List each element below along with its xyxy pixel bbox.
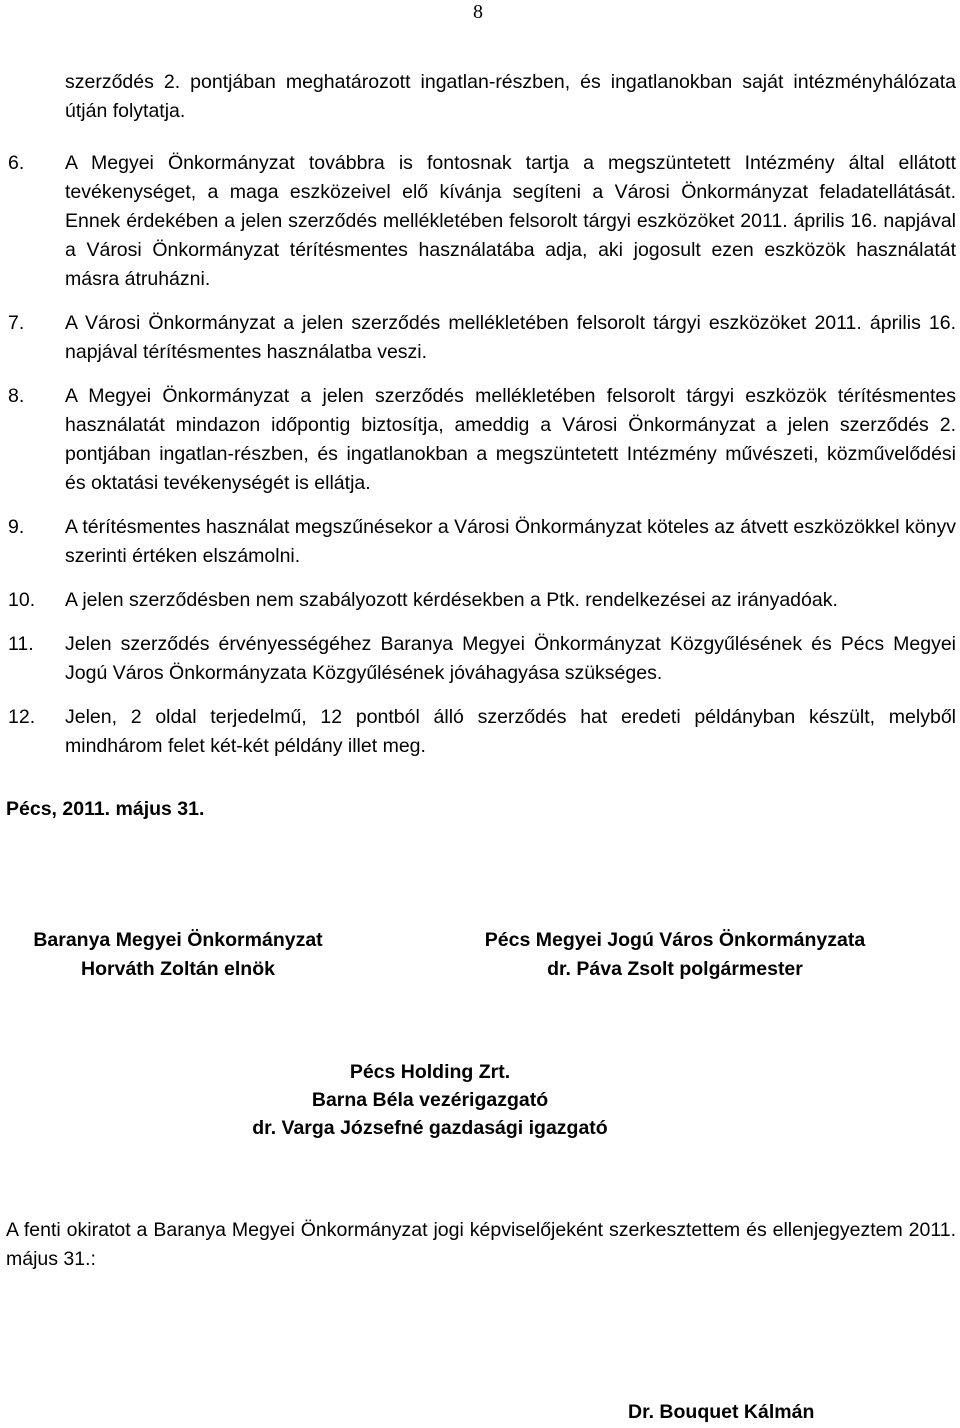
signatory-organization: Pécs Holding Zrt. — [349, 1061, 511, 1083]
signatory-organization: Pécs Megyei Jogú Város Önkormányzata — [484, 929, 866, 951]
signature-block-holding — [180, 1058, 680, 1142]
clause-text: A Megyei Önkormányzat továbbra is fontosnak tartja a megszüntetett Intézmény által ellátott tevékenységet, a maga eszközeivel elő kívánja segíteni a Városi Önkormányzat feladatellátását. Ennek érdekében a jelen szerződés mellékletében felsorolt tárgyi eszközöket 2011. április 16. napjával a Városi Önkormányzat térítésmentes használatába adja, aki jogosult ezen eszközök használatát másra átruházni. — [65, 152, 956, 290]
clause-number: 8. — [8, 385, 25, 407]
clause-number: 9. — [8, 516, 25, 538]
signatory-organization: Baranya Megyei Önkormányzat — [33, 929, 323, 951]
page-number: 8 — [473, 1, 483, 23]
signature-block-county — [6, 926, 350, 984]
clause-number: 7. — [8, 312, 25, 334]
contract-body — [8, 68, 956, 761]
clause-8 — [8, 382, 956, 498]
clause-text: A jelen szerződésben nem szabályozott kérdésekben a Ptk. rendelkezései az irányadóak. — [65, 589, 838, 611]
place-and-date: Pécs, 2011. május 31. — [6, 798, 205, 820]
countersignature-text: A fenti okiratot a Baranya Megyei Önkormányzat jogi képviselőjeként szerkesztettem és ellenjegyeztem 2011. május 31.: — [6, 1219, 956, 1270]
clause-12 — [8, 703, 956, 761]
clause-number: 11. — [8, 633, 34, 655]
clause-9 — [8, 513, 956, 571]
clause-11 — [8, 630, 956, 688]
clause-text: A térítésmentes használat megszűnésekor a Városi Önkormányzat köteles az átvett eszközökkel könyv szerinti értéken elszámolni. — [65, 516, 956, 567]
clause-text: Jelen, 2 oldal terjedelmű, 12 pontból álló szerződés hat eredeti példányban készült, melyből mindhárom felet két-két példány illet meg. — [65, 706, 956, 757]
signature-block-city — [446, 926, 904, 984]
clause-text: A Városi Önkormányzat a jelen szerződés mellékletében felsorolt tárgyi eszközöket 2011. április 16. napjával térítésmentes használatba veszi. — [65, 312, 956, 363]
final-signatory: Dr. Bouquet Kálmán — [628, 1401, 815, 1423]
signatory-name: Horváth Zoltán elnök — [81, 958, 275, 980]
clause-number: 12. — [8, 706, 36, 728]
signatory-name: dr. Varga Józsefné gazdasági igazgató — [252, 1117, 608, 1139]
clause-6 — [8, 149, 956, 294]
clause-text: A Megyei Önkormányzat a jelen szerződés mellékletében felsorolt tárgyi eszközök térítésmentes használatát mindazon időpontig biztosítja, ameddig a Városi Önkormányzat a jelen szerződés 2. pontjában ingatlan-részben, és ingatlanokban a megszüntetett Intézmény művészeti, közművelődési és oktatási tevékenységét is ellátja. — [65, 385, 956, 494]
clause-number: 10. — [8, 589, 36, 611]
signatory-name: Barna Béla vezérigazgató — [311, 1089, 549, 1111]
signatory-name: dr. Páva Zsolt polgármester — [547, 958, 803, 980]
paragraph-continuation: szerződés 2. pontjában meghatározott ingatlan-részben, és ingatlanokban saját intézményhálózata útján folytatja. — [65, 71, 956, 122]
clause-number: 6. — [8, 152, 25, 174]
clause-7 — [8, 309, 956, 367]
clause-10 — [8, 586, 956, 615]
clause-text: Jelen szerződés érvényességéhez Baranya Megyei Önkormányzat Közgyűlésének és Pécs Megyei Jogú Város Önkormányzata Közgyűlésének jóváhagyása szükséges. — [65, 633, 956, 684]
